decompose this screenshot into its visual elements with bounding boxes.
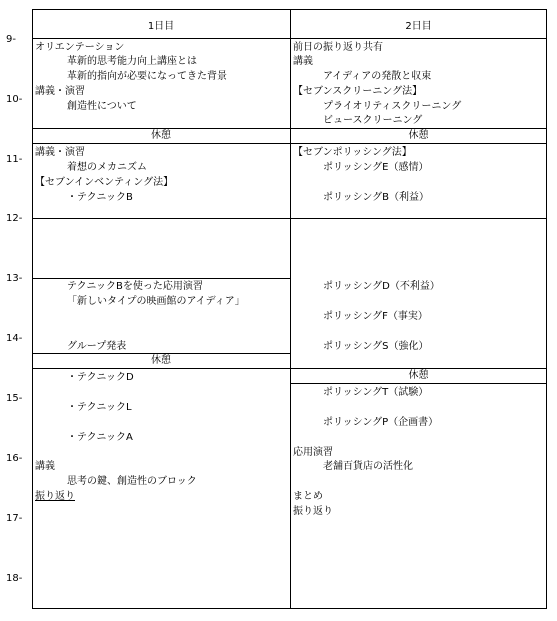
day2-entry: 前日の振り返り共有 [293, 42, 383, 53]
day2-break-label: 休憩 [408, 370, 429, 381]
day1-entry: ・テクニックB [67, 192, 133, 203]
hour-label: 18- [6, 573, 23, 584]
day1-entry: グループ発表 [67, 341, 127, 352]
day1-break-label: 休憩 [151, 355, 171, 366]
row-border [32, 278, 290, 279]
day1-entry: 「新しいタイプの映画館のアイディア」 [67, 296, 245, 307]
day2-entry: ポリッシングP（企画書） [323, 417, 439, 428]
hour-label: 10- [6, 94, 23, 105]
day2-entry: 応用演習 [293, 447, 333, 458]
day2-entry: 振り返り [293, 506, 333, 517]
hour-label: 14- [6, 333, 23, 344]
row-border [32, 143, 547, 144]
day2-entry: ポリッシングE（感情） [323, 162, 429, 173]
hour-label: 9- [6, 34, 16, 45]
day1-entry: テクニックBを使った応用演習 [67, 281, 203, 292]
day2-entry: 【セブンスクリーニング法】 [293, 86, 423, 97]
column-divider [290, 9, 291, 609]
day1-entry: 【セブンインベンティング法】 [35, 177, 174, 188]
day2-entry: ポリッシングD（不利益） [323, 281, 440, 292]
day1-entry: オリエンテーション [35, 42, 125, 53]
column-header-day2: 2日目 [405, 21, 432, 32]
row-border [290, 218, 547, 219]
day2-break-label: 休憩 [408, 130, 429, 141]
day2-entry: ビュースクリーニング [323, 115, 423, 126]
day1-entry: 講義・演習 [35, 86, 85, 97]
day1-entry: 革新的指向が必要になってきた背景 [67, 71, 227, 82]
day2-entry: プライオリティスクリーニング [323, 101, 462, 112]
day1-entry: 振り返り [35, 491, 75, 502]
hour-label: 15- [6, 393, 23, 404]
day1-entry: 革新的思考能力向上講座とは [67, 56, 197, 67]
header-row-border [32, 38, 547, 39]
day1-break-label: 休憩 [151, 130, 171, 141]
row-border [290, 383, 547, 384]
day1-entry: 創造性について [67, 101, 137, 112]
day1-entry: ・テクニックL [67, 402, 132, 413]
hour-label: 11- [6, 154, 23, 165]
day2-entry: 老舗百貨店の活性化 [323, 461, 413, 472]
day1-entry: 着想のメカニズム [67, 162, 147, 173]
day1-entry: ・テクニックD [67, 372, 134, 383]
day2-entry: ポリッシングB（利益） [323, 192, 430, 203]
day2-entry: ポリッシングT（試験） [323, 387, 429, 398]
day1-entry: ・テクニックA [67, 432, 133, 443]
row-border [32, 218, 290, 219]
day2-entry: まとめ [293, 491, 323, 502]
day2-entry: ポリッシングF（事実） [323, 311, 428, 322]
row-border [32, 368, 290, 369]
day2-entry: 【セブンポリッシング法】 [293, 147, 412, 158]
day2-entry: アイディアの発散と収束 [323, 71, 432, 82]
day1-entry: 思考の鍵、創造性のブロック [67, 476, 197, 487]
day1-entry: 講義 [35, 461, 55, 472]
day2-entry: ポリッシングS（強化） [323, 341, 429, 352]
day2-entry: 講義 [293, 56, 313, 67]
hour-label: 16- [6, 453, 23, 464]
column-header-day1: 1日目 [147, 21, 175, 32]
day1-entry: 講義・演習 [35, 147, 85, 158]
hour-label: 12- [6, 213, 23, 224]
hour-label: 17- [6, 513, 23, 524]
hour-label: 13- [6, 273, 23, 284]
